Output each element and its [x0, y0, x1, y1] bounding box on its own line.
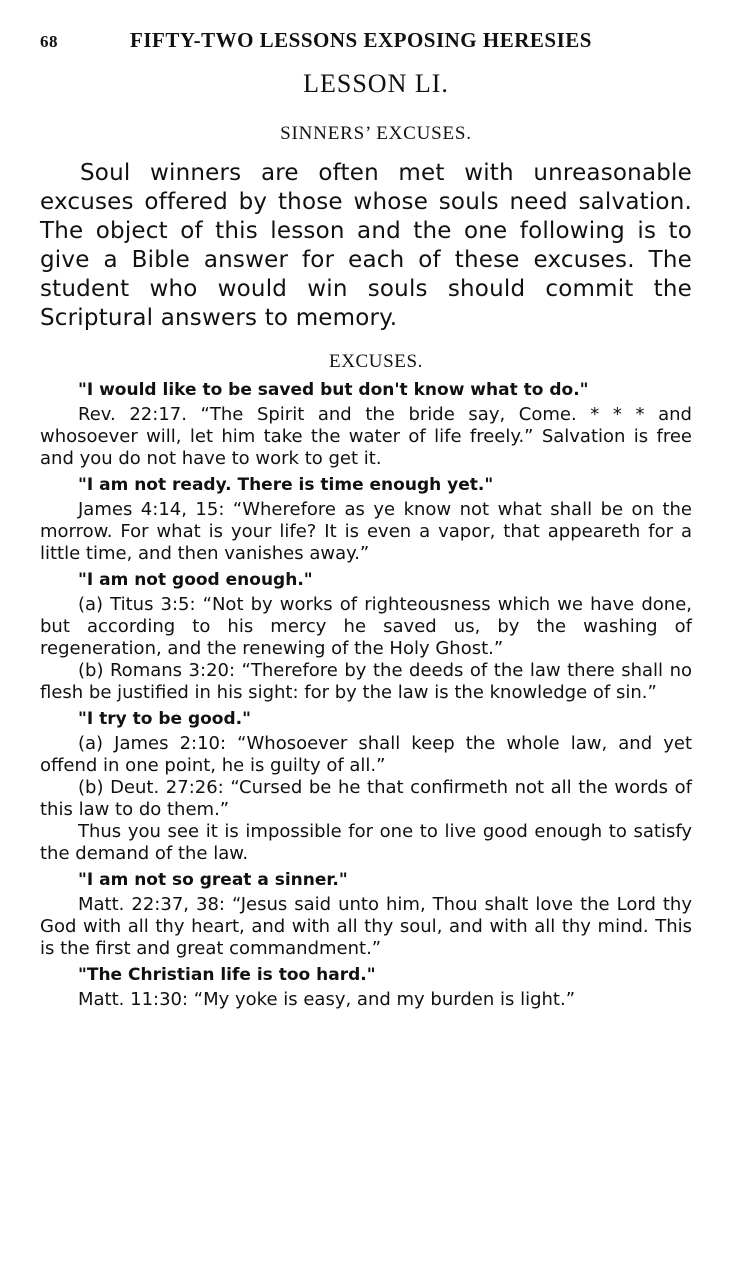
excuse-block — [40, 569, 692, 704]
scripture-answer: Rev. 22:17. “The Spirit and the bride say, Come. * * * and whosoever will, let him take the water of life freely.” Salvation is free and you do not have to work to get it. — [40, 404, 692, 469]
scripture-answer: (a) Titus 3:5: “Not by works of righteousness which we have done, but according to his mercy he saved us, by the washing of regeneration, and the renewing of the Holy Ghost.” — [40, 594, 692, 659]
excuse-quote: "I am not good enough." — [78, 570, 313, 590]
commentary-text: Thus you see it is impossible for one to live good enough to satisfy the demand of the law. — [40, 821, 692, 864]
excuse-quote: "I would like to be saved but don't know what to do." — [78, 380, 589, 400]
excuses-heading: EXCUSES. — [328, 351, 423, 372]
excuse-block — [40, 869, 692, 960]
scripture-answer: Matt. 22:37, 38: “Jesus said unto him, Thou shalt love the Lord thy God with all thy heart, and with all thy soul, and with all thy mind. This is the first and great commandment.” — [40, 894, 692, 959]
lesson-title: LESSON LI. — [303, 69, 449, 98]
running-title: FIFTY-TWO LESSONS EXPOSING HERESIES — [130, 28, 592, 52]
running-header — [40, 28, 692, 53]
excuses-list — [40, 379, 692, 1011]
excuse-quote: "I try to be good." — [78, 709, 251, 729]
intro-paragraph: Soul winners are often met with unreasonable excuses offered by those whose souls need salvation. The object of this lesson and the one following is to give a Bible answer for each of these excuses. The student who would win souls should commit the Scriptural answers to memory. — [40, 160, 692, 331]
scripture-answer: (a) James 2:10: “Whosoever shall keep the whole law, and yet offend in one point, he is guilty of all.” — [40, 733, 692, 776]
excuse-block — [40, 708, 692, 865]
scripture-answer: Matt. 11:30: “My yoke is easy, and my burden is light.” — [78, 989, 576, 1010]
page-number: 68 — [40, 32, 58, 51]
excuse-block — [40, 474, 692, 565]
scripture-answer: (b) Romans 3:20: “Therefore by the deeds of the law there shall no flesh be justified in his sight: for by the law is the knowledge of sin.” — [40, 660, 692, 703]
section-title: SINNERS’ EXCUSES. — [280, 123, 472, 144]
excuse-quote: "I am not ready. There is time enough yet." — [78, 475, 494, 495]
excuse-quote: "I am not so great a sinner." — [78, 870, 348, 890]
excuse-quote: "The Christian life is too hard." — [78, 965, 376, 985]
scripture-answer: (b) Deut. 27:26: “Cursed be he that confirmeth not all the words of this law to do them.” — [40, 777, 692, 820]
excuse-block — [40, 964, 692, 1011]
scripture-answer: James 4:14, 15: “Wherefore as ye know not what shall be on the morrow. For what is your life? It is even a vapor, that appeareth for a little time, and then vanishes away.” — [40, 499, 692, 564]
excuse-block — [40, 379, 692, 470]
